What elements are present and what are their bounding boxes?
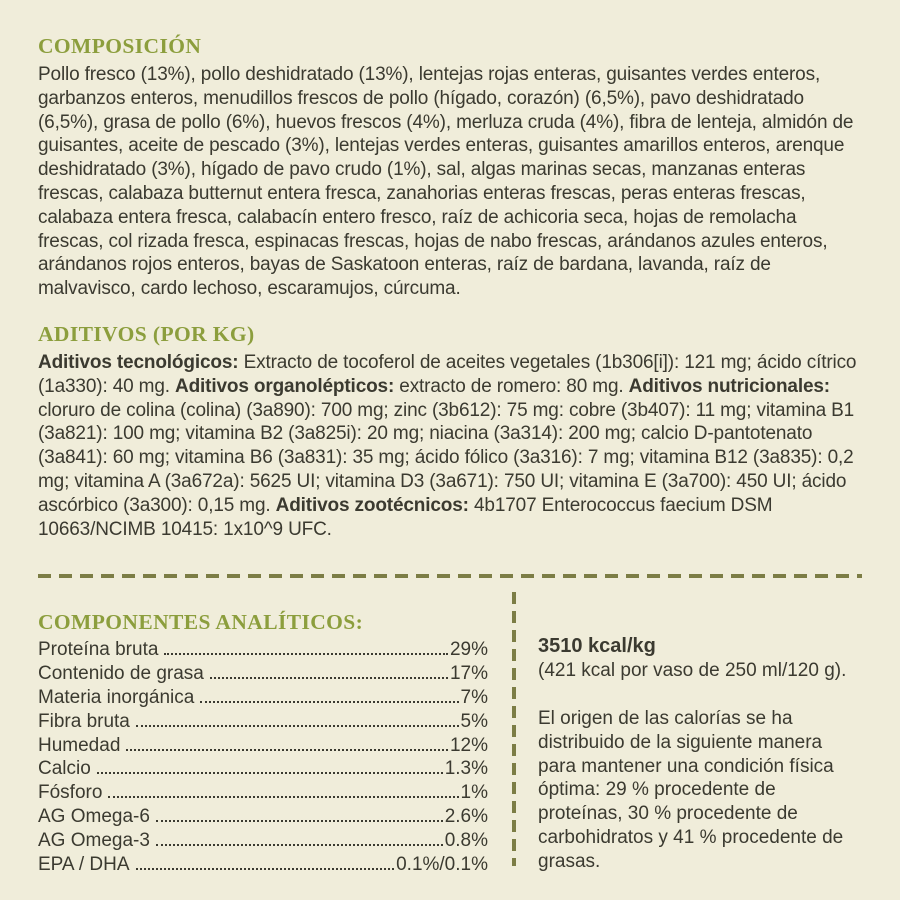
additives-segment-technological-label: Aditivos tecnológicos: (38, 351, 239, 373)
analytical-row (38, 805, 488, 829)
analytical-row-value: 12% (449, 734, 488, 756)
composition-title: COMPOSICIÓN (38, 34, 202, 58)
composition-body: Pollo fresco (13%), pollo deshidratado (13%), lentejas rojas enteras, guisantes verdes enteros, garbanzos enteros, menudillos frescos de pollo (hígado, corazón) (6,5%), pavo deshidratado (6,5%), grasa de pollo (6%), huevos frescos (4%), merluza cruda (4%), fibra de lenteja, almidón de guisantes, aceite de pescado (3%), lentejas verdes enteras, guisantes amarillos enteros, arenque deshidratado (3%), hígado de pavo crudo (1%), sal, algas marinas secas, manzanas enteras frescas, calabaza butternut entera fresca, zanahorias enteras frescas, peras enteras frescas, calabaza entera fresca, calabacín entero fresco, raíz de achicoria seca, hojas de remolacha frescas, col rizada fresca, espinacas frescas, hojas de nabo frescas, arándanos azules enteros, arándanos rojos enteros, bayas de Saskatoon enteras, raíz de bardana, lavanda, raíz de malvavisco, cardo lechoso, escaramujos, cúrcuma. (38, 64, 854, 300)
additives-section (38, 322, 862, 541)
analytical-row-label: AG Omega-6 (38, 805, 150, 827)
additives-segment-organoleptic-label: Aditivos organolépticos: (175, 375, 395, 397)
analytical-row (38, 662, 488, 686)
additives-segment-organoleptic-text: extracto de romero: 80 mg. (394, 375, 629, 397)
additives-segment-technological-text: Extracto de tocoferol de aceites vegetales (1b306[i]): 121 mg; ácido cítrico (1a330): 40 mg. (38, 351, 857, 397)
dot-leader (156, 844, 443, 846)
analytical-section (38, 578, 488, 876)
composition-section (38, 34, 862, 301)
analytical-row-label: AG Omega-3 (38, 829, 150, 851)
additives-segment-nutritional-text: cloruro de colina (colina) (3a890): 700 mg; zinc (3b612): 75 mg: cobre (3b407): 11 mg; vitamina B1 (3a821): 100 mg; vitamina B2 (3a825i): 20 mg; niacina (3a314): 200 mg; calcio D-pantotenato (3a841): 60 mg; vitamina B6 (3a831): 35 mg; ácido fólico (3a316): 7 mg; vitamina B12 (3a835): 0,2 mg; vitamina A (3a672a): 5625 UI; vitamina D3 (3a671): 750 UI; vitamina E (3a700): 450 UI; ácido ascórbico (3a300): 0,15 mg. (38, 399, 855, 516)
analytical-row-value: 0.1%/0.1% (396, 853, 488, 875)
dot-leader (164, 653, 448, 655)
dot-leader (156, 820, 443, 822)
analytical-row (38, 638, 488, 662)
energy-kcal-per-kg: 3510 kcal/kg (538, 635, 656, 658)
additives-body (38, 351, 862, 541)
dot-leader (210, 677, 448, 679)
analytical-row (38, 853, 488, 877)
analytical-row (38, 829, 488, 853)
dot-leader (126, 749, 448, 751)
analytical-row (38, 734, 488, 758)
analytical-row (38, 781, 488, 805)
analytical-row-value: 7% (460, 686, 488, 708)
analytical-row-label: Fósforo (38, 782, 103, 804)
dot-leader (108, 796, 458, 798)
analytical-row-label: Proteína bruta (38, 639, 159, 661)
additives-title: ADITIVOS (POR KG) (38, 321, 255, 346)
analytical-row-label: Materia inorgánica (38, 686, 195, 708)
additives-segment-zootechnical-label: Aditivos zootécnicos: (275, 494, 469, 516)
analytical-row-value: 29% (449, 639, 488, 661)
dot-leader (136, 868, 395, 870)
analytical-row-label: Contenido de grasa (38, 663, 204, 685)
analytical-row-label: Humedad (38, 734, 121, 756)
analytical-row-value: 0.8% (444, 829, 488, 851)
calorie-distribution-text: El origen de las calorías se ha distribuido de la siguiente manera para mantener una condición física óptima: 29 % procedente de proteínas, 30 % procedente de carbohidratos y 41 % procedente de grasas. (538, 707, 844, 872)
analytical-title: COMPONENTES ANALÍTICOS: (38, 610, 364, 635)
additives-segment-zootechnical-text: 4b1707 Enterococcus faecium DSM 10663/NCIMB 10415: 1x10^9 UFC. (38, 494, 773, 540)
energy-kcal-per-serving: (421 kcal por vaso de 250 ml/120 g). (538, 660, 847, 682)
dot-leader (136, 725, 459, 727)
analytical-row (38, 757, 488, 781)
analytical-row-label: Calcio (38, 758, 91, 780)
bottom-columns (38, 578, 862, 876)
dot-leader (200, 701, 458, 703)
analytical-row-value: 5% (460, 710, 488, 732)
analytical-row-value: 1.3% (444, 758, 488, 780)
additives-segment-nutritional-label: Aditivos nutricionales: (628, 375, 830, 397)
analytical-row-label: EPA / DHA (38, 853, 130, 875)
dot-leader (97, 772, 443, 774)
analytical-row-value: 1% (460, 782, 488, 804)
analytical-row (38, 686, 488, 710)
analytical-row-value: 17% (449, 663, 488, 685)
analytical-row (38, 710, 488, 734)
analytical-row-label: Fibra bruta (38, 710, 130, 732)
analytical-row-value: 2.6% (444, 805, 488, 827)
energy-section (538, 578, 862, 876)
vertical-dashed-divider (512, 592, 516, 866)
